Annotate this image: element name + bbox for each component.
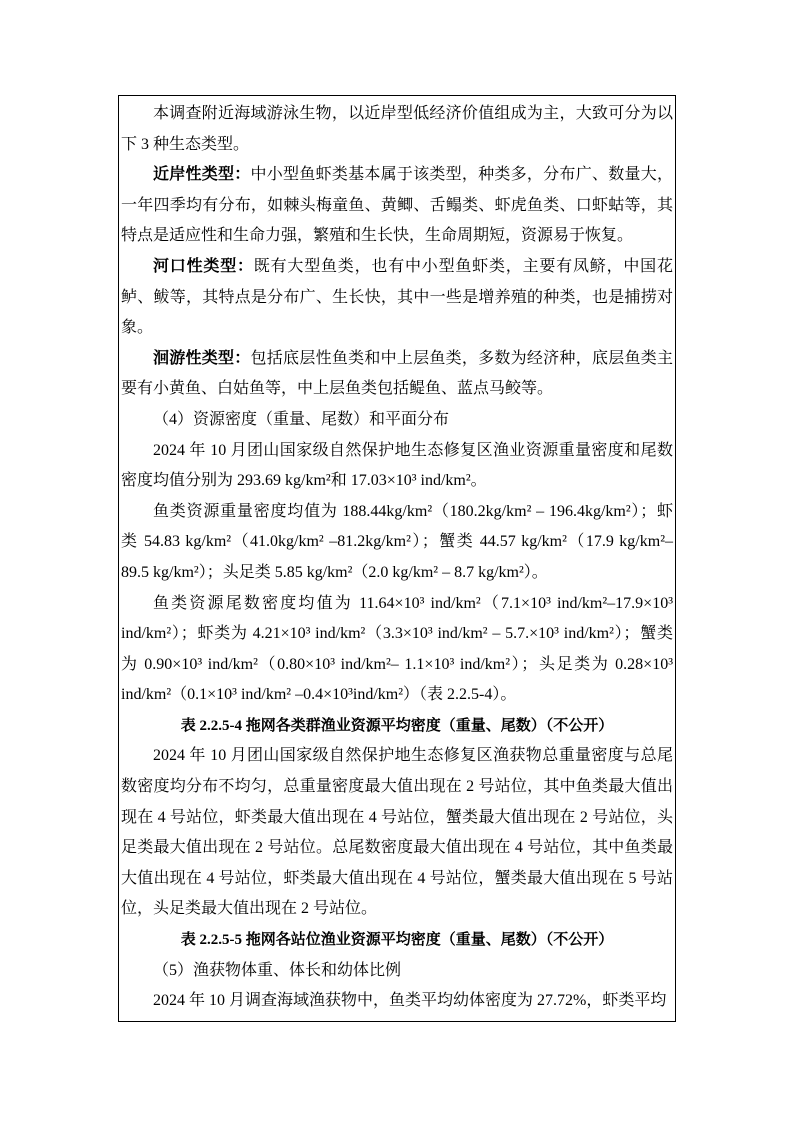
table-caption-2-2-5-5: [121, 925, 673, 956]
paragraph-juvenile-ratio: [121, 986, 673, 1017]
paragraph-count-density: [121, 589, 673, 711]
paragraph-weight-density: [121, 497, 673, 589]
paragraph-estuary-type-run-1: 既有大型鱼类，也有中小型鱼虾类，主要有凤鲚，中国花鲈、鲅等，其特点是分布广、生长快，其中一些是增养殖的种类，也是捕捞对象。: [121, 257, 673, 337]
paragraph-station-distribution-run-0: 2024 年 10 月团山国家级自然保护地生态修复区渔获物总重量密度与总尾数密度均分布不均匀，总重量密度最大值出现在 2 号站位，其中鱼类最大值出现在 4 号站位，虾类最大值出现在 4 号站位，蟹类最大值出现在 2 号站位，头足类最大值出现在 2 号站位。总尾数密度最大值出现在 4 号站位，其中鱼类最大值出现在 4 号站位，虾类最大值出现在 4 号站位，蟹类最大值出现在 5 号站位，头足类最大值出现在 2 号站位。: [121, 747, 673, 918]
paragraph-estuary-type-run-0: 河口性类型：: [153, 257, 254, 275]
paragraph-weight-density-run-0: 鱼类资源重量密度均值为 188.44kg/km²（180.2kg/km² – 196.4kg/km²）；虾类 54.83 kg/km²（41.0kg/km² –81.2kg/km²）；蟹类 44.57 kg/km²（17.9 kg/km²–89.5 kg/km²）；头足类 5.85 kg/km²（2.0 kg/km² – 8.7 kg/km²）。: [121, 502, 673, 581]
paragraph-survey-intro: [121, 99, 673, 160]
document-table-cell: [118, 95, 676, 1022]
paragraph-migratory-type: [121, 344, 673, 405]
paragraph-nearshore-type-run-1: 中小型鱼虾类基本属于该类型，种类多，分布广、数量大，一年四季均有分布，如棘头梅童鱼、黄鲫、舌鳎类、虾虎鱼类、口虾蛄等，其特点是适应性和生命力强，繁殖和生长快，生命周期短，资源易于恢复。: [121, 166, 673, 245]
heading-resource-density-run-0: （4）资源密度（重量、尾数）和平面分布: [153, 410, 450, 428]
heading-catch-body-metrics: [121, 956, 673, 987]
table-caption-2-2-5-4-run-0: 表 2.2.5-4: [180, 717, 246, 734]
paragraph-density-mean: [121, 436, 673, 497]
paragraph-juvenile-ratio-run-0: 2024 年 10 月调查海域渔获物中，鱼类平均幼体密度为 27.72%，虾类平均: [153, 992, 667, 1010]
table-caption-2-2-5-5-run-0: 表 2.2.5-5: [180, 932, 246, 949]
table-caption-2-2-5-4-run-1: 拖网各类群渔业资源平均密度（重量、尾数）（不公开）: [245, 717, 614, 734]
paragraph-migratory-type-run-1: 包括底层性鱼类和中上层鱼类，多数为经济种，底层鱼类主要有小黄鱼、白姑鱼等，中上层鱼类包括鳀鱼、蓝点马鲛等。: [121, 349, 673, 398]
paragraph-nearshore-type-run-0: 近岸性类型：: [153, 166, 251, 184]
heading-catch-body-metrics-run-0: （5）渔获物体重、体长和幼体比例: [153, 961, 402, 979]
paragraph-survey-intro-run-0: 本调查附近海域游泳生物，以近岸型低经济价值组成为主，大致可分为以下 3 种生态类型。: [121, 105, 673, 153]
paragraph-nearshore-type: [121, 160, 673, 252]
table-caption-2-2-5-4: [121, 711, 673, 742]
document-body: [121, 99, 673, 1017]
paragraph-count-density-run-0: 鱼类资源尾数密度均值为 11.64×10³ ind/km²（7.1×10³ ind/km²–17.9×10³ ind/km²）；虾类为 4.21×10³ ind/km²（3.3×10³ ind/km² – 5.7.×10³ ind/km²）；蟹类为 0.90×10³ ind/km²（0.80×10³ ind/km²– 1.1×10³ ind/km²）；头足类为 0.28×10³ ind/km²（0.1×10³ ind/km² –0.4×10³ind/km²）（表 2.2.5-4）。: [121, 594, 673, 704]
paragraph-station-distribution: [121, 741, 673, 925]
paragraph-migratory-type-run-0: 洄游性类型：: [153, 349, 251, 367]
heading-resource-density: [121, 405, 673, 436]
paragraph-estuary-type: [121, 252, 673, 344]
paragraph-density-mean-run-0: 2024 年 10 月团山国家级自然保护地生态修复区渔业资源重量密度和尾数密度均值分别为 293.69 kg/km²和 17.03×10³ ind/km²。: [121, 441, 673, 490]
table-caption-2-2-5-5-run-1: 拖网各站位渔业资源平均密度（重量、尾数）（不公开）: [245, 932, 614, 949]
